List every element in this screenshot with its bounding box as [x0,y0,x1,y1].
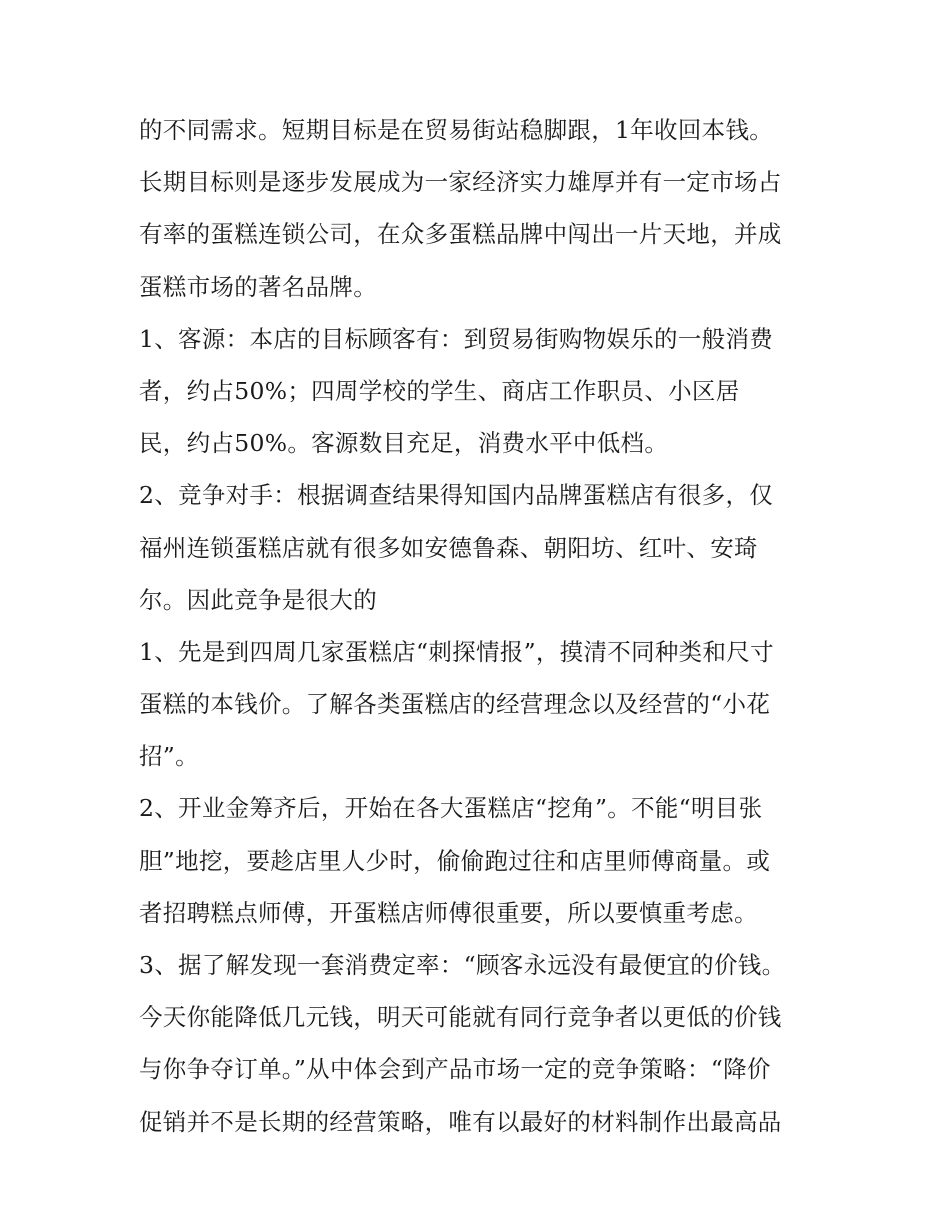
text-line: 的不同需求。短期目标是在贸易街站稳脚跟，1年收回本钱。 [139,116,774,144]
text-line: 尔。因此竞争是很大的 [139,585,377,614]
text-line: 2、开业金筹齐后，开始在各大蛋糕店“挖角”。不能“明目张 [139,794,763,823]
text-line: 3、据了解发现一套消费定率：“顾客永远没有最便宜的价钱。 [139,951,786,979]
text-line: 长期目标则是逐步发展成为一家经济实力雄厚并有一定市场占 [139,168,782,197]
text-line: 与你争夺订单。”从中体会到产品市场一定的竞争策略：“降价 [139,1055,771,1084]
text-line: 1、客源：本店的目标顾客有：到贸易街购物娱乐的一般消费 [139,324,774,353]
text-line: 蛋糕市场的著名品牌。 [139,272,377,301]
text-line: 蛋糕的本钱价。了解各类蛋糕店的经营理念以及经营的“小花 [139,690,771,719]
text-line: 胆”地挖，要趁店里人少时，偷偷跑过往和店里师傅商量。或 [139,846,771,875]
text-line: 促销并不是长期的经营策略，唯有以最好的材料制作出最高品 [139,1107,782,1136]
text-line: 者，约占50%；四周学校的学生、商店工作职员、小区居 [139,376,740,405]
text-line: 福州连锁蛋糕店就有很多如安德鲁森、朝阳坊、红叶、安琦 [139,533,758,562]
body-text [139,104,819,1148]
text-line: 者招聘糕点师傅，开蛋糕店师傅很重要，所以要慎重考虑。 [139,898,758,927]
text-line: 招”。 [139,742,199,771]
text-line: 1、先是到四周几家蛋糕店“刺探情报”，摸清不同种类和尺寸 [139,637,774,666]
text-line: 有率的蛋糕连锁公司，在众多蛋糕品牌中闯出一片天地，并成 [139,220,782,249]
text-line: 民，约占50%。客源数目充足，消费水平中低档。 [139,429,669,458]
text-line: 2、竞争对手：根据调查结果得知国内品牌蛋糕店有很多，仅 [139,481,774,510]
text-line: 今天你能降低几元钱，明天可能就有同行竞争者以更低的价钱 [139,1003,782,1032]
